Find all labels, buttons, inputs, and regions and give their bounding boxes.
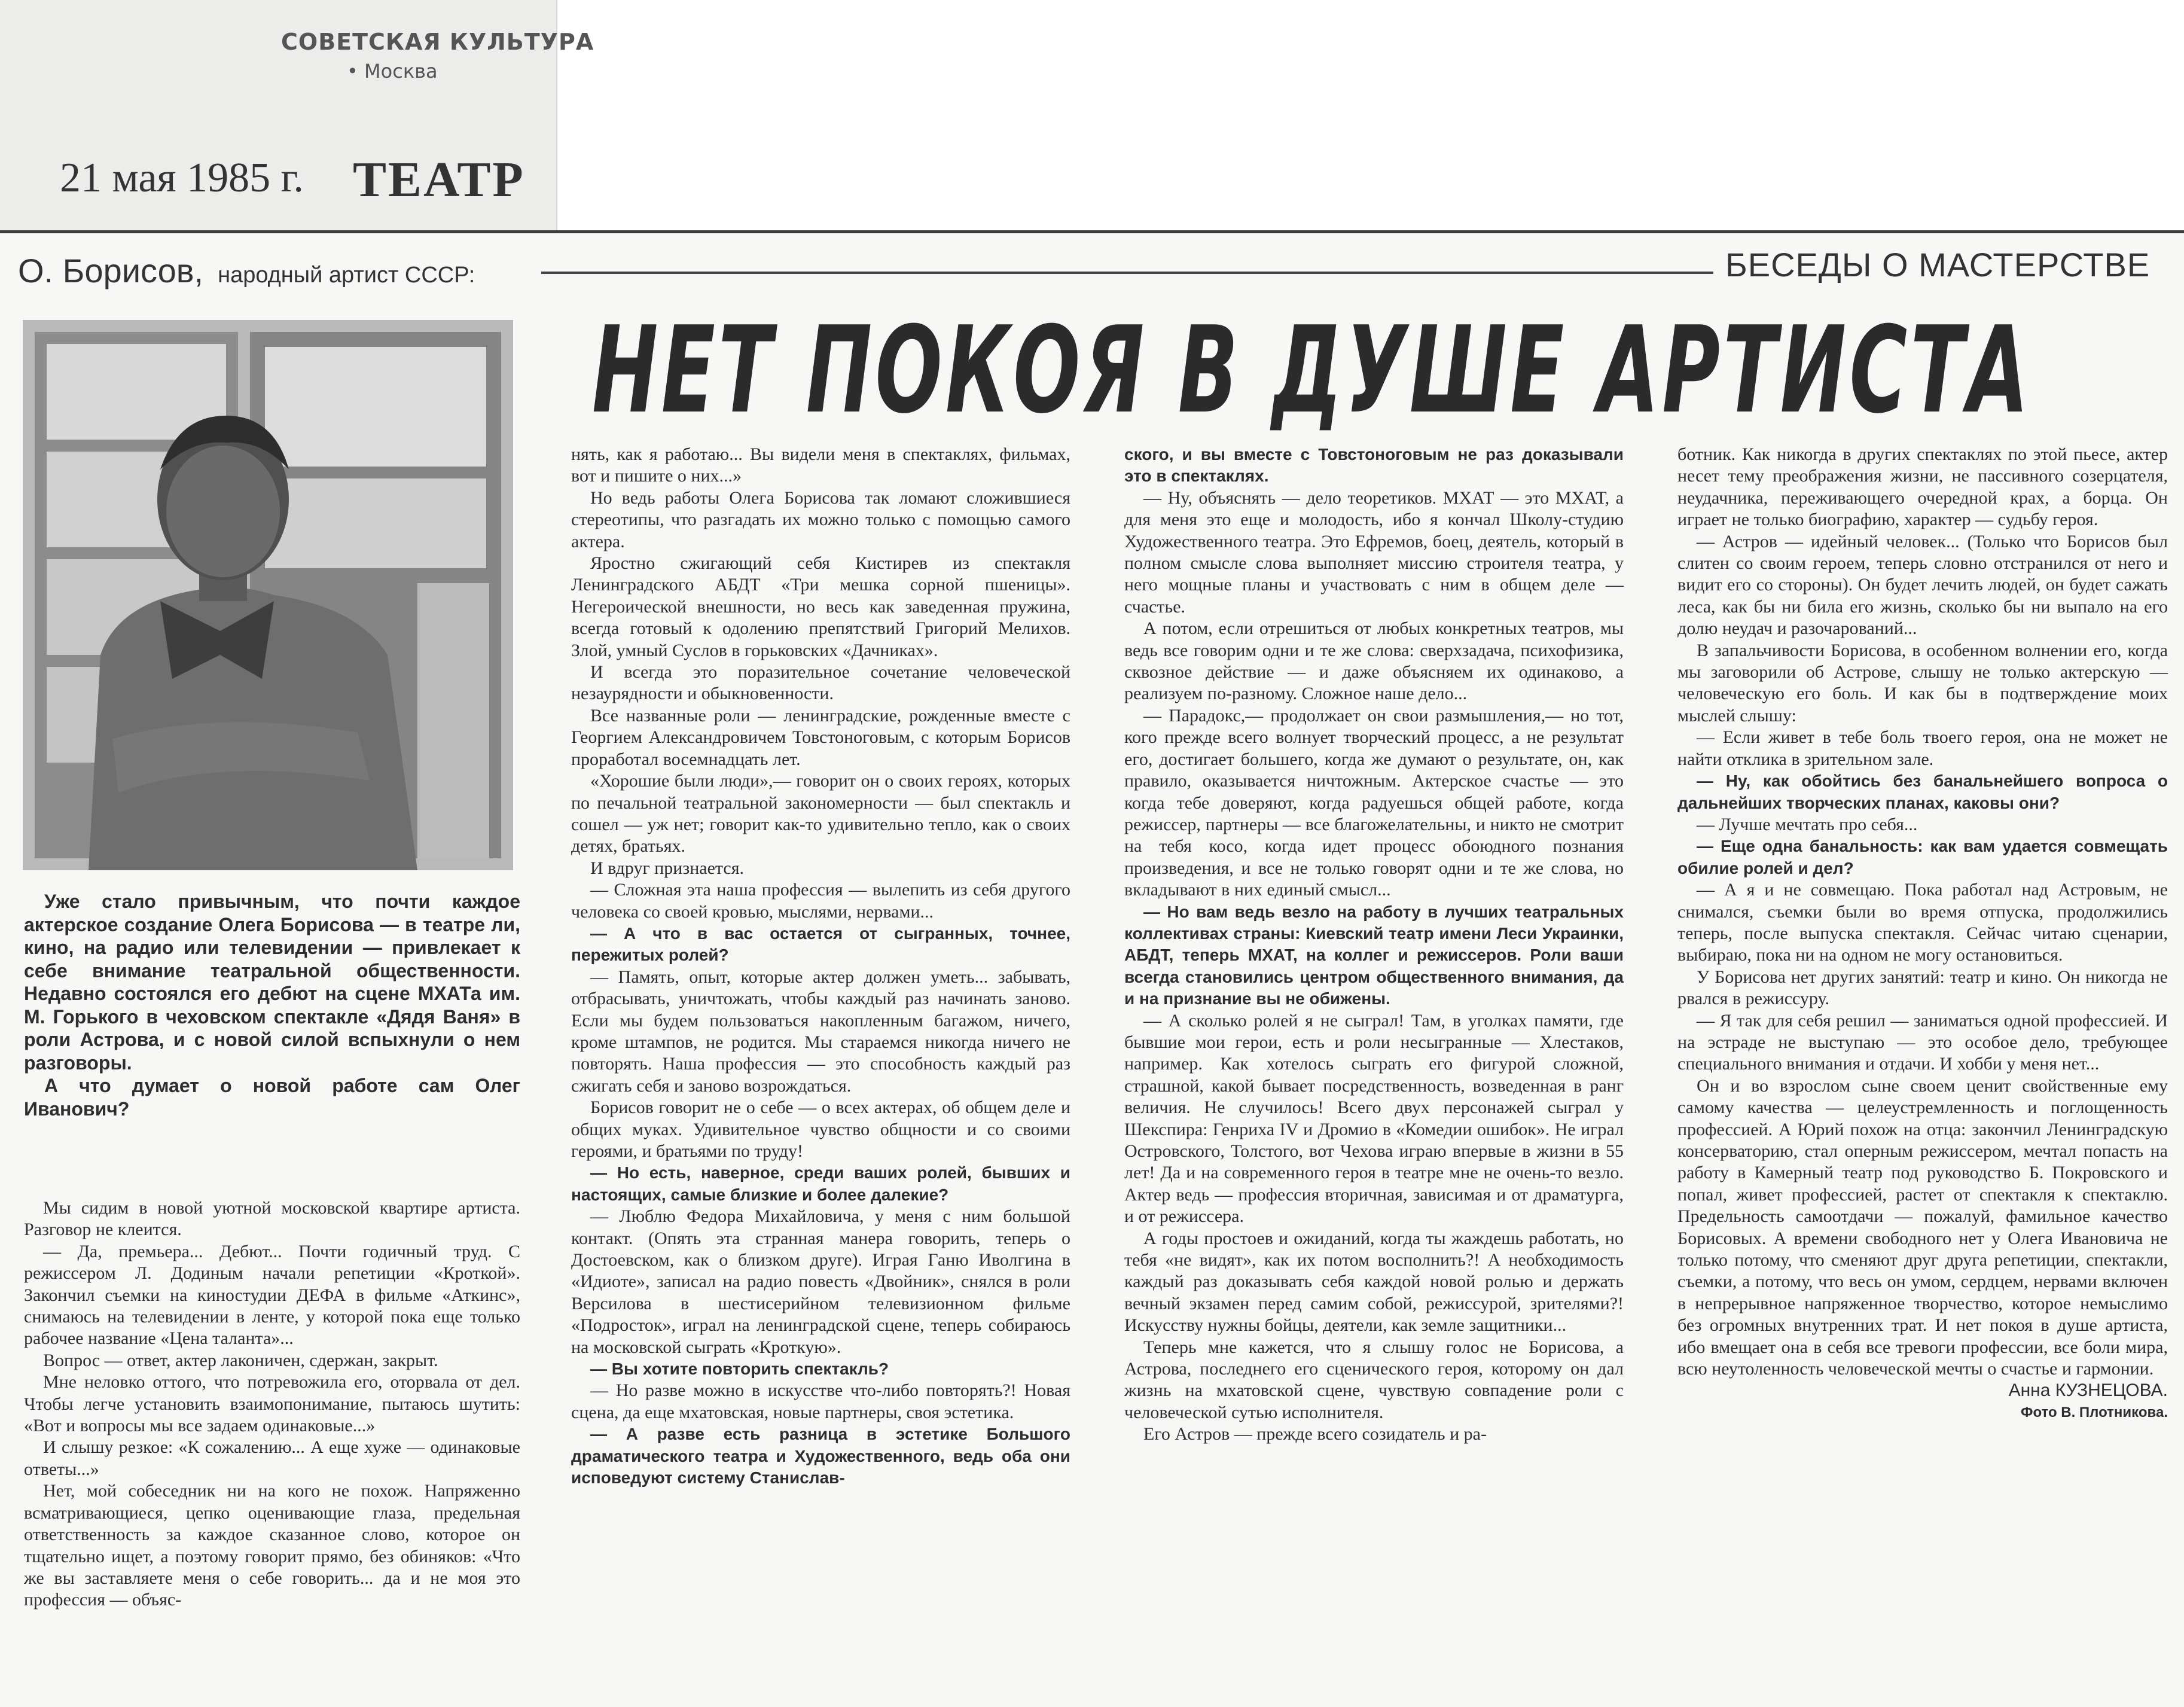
interview-question: — Еще одна банальность: как вам удается совмещать обилие ролей и дел? (1677, 837, 2168, 877)
paragraph: — Астров — идейный человек... (Только что Борисов был слитен со своим героем, теперь словно отстранился от него и видит его со стороны). Он будет лечить людей, он будет сажать леса, как бы ни била его жизнь, сколько бы ни выпало на его долю неудач и разочарований... (1677, 531, 2168, 639)
paragraph: Он и во взрослом сыне своем ценит свойственные ему самому качества — целеустремленность и поглощенность профессией. А Юрий похож на отца: закончил Ленинградскую консерваторию, стал оперным режиссером, мечтал попасть на работу в Камерный театр под руководство Б. Покровского и попал, живет профессией, растет от спектакля к спектаклю. Предельность самоотдачи — пожалуй, фамильное качество Борисовых. А времени свободного нет у Олега Ивановича не только потому, что сменяют друг друга репетиции, спектакли, съемки, а потому, что весь он умом, сердцем, нервами включен в непрерывное напряженное творчество, которое немыслимо без огромных внутренних трат. И нет покоя в душе артиста, ибо вмещает она в себя все тревоги профессии, все боли мира, всю неутоленность человеческой мечты о счастье и гармонии. (1677, 1075, 2168, 1379)
interview-question: — Но есть, наверное, среди ваших ролей, бывших и настоящих, самые близкие и более далекие? (571, 1163, 1070, 1204)
interview-question: — Ну, как обойтись без банальнейшего вопроса о дальнейших творческих планах, каковы они? (1677, 772, 2168, 812)
newspaper-stamp: СОВЕТСКАЯ КУЛЬТУРА (281, 29, 594, 55)
stamp-city: • Москва (347, 60, 438, 83)
paragraph: нять, как я работаю... Вы видели меня в спектаклях, фильмах, вот и пишите о них...» (571, 444, 1070, 486)
text-column-4 (1677, 444, 2168, 1423)
text-column-3 (1124, 444, 1624, 1446)
paragraph: ботник. Как никогда в других спектаклях по этой пьесе, актер несет тему преображения жизни, не пассивного созерцателя, неудачника, переживающего очередной крах, а борца. Он играет не только биографию, характер — судьбу героя. (1677, 444, 2168, 530)
paragraph: — Лучше мечтать про себя... (1697, 814, 1918, 834)
paragraph: И вдруг признается. (590, 858, 744, 878)
paragraph: Яростно сжигающий себя Кистирев из спектакля Ленинградского АБДТ «Три мешка сорной пшеницы». Негероической внешности, но весь как заведенная пружина, всегда готовый к одолению препятствий Григорий Мелихов. Злой, умный Суслов в горьковских «Дачниках». (571, 553, 1070, 660)
column-rubric: БЕСЕДЫ О МАСТЕРСТВЕ (1725, 246, 2151, 284)
publication-date: 21 мая 1985 г. (60, 155, 304, 201)
headline: НЕТ ПОКОЯ В ДУШЕ АРТИСТА (592, 301, 2032, 440)
paragraph: Нет, мой собеседник ни на кого не похож. Напряженно всматривающиеся, цепко оценивающие глаза, предельная ответственность за каждое сказанное слово, которое он тщательно ищет, а поэтому говорит прямо, без обиняков: «Что же вы заставляете меня о себе говорить... да и не моя это профессия — объяс- (24, 1481, 520, 1610)
paragraph: Вопрос — ответ, актер лаконичен, сдержан, закрыт. (43, 1350, 438, 1370)
author-name: О. Борисов, (18, 252, 204, 289)
portrait-photo (23, 320, 513, 870)
portrait-illustration (23, 320, 513, 870)
paragraph: А потом, если отрешиться от любых конкретных театров, мы ведь все говорим одни и те же слова: сверхзадача, психофизика, сквозное действие — и даже объясняем их одинаково, а реализуем по-разному. Сложное наше дело... (1124, 618, 1624, 704)
paragraph: В запальчивости Борисова, в особенном волнении его, когда мы заговорили об Астрове, слышу не только актерскую — человеческую его боль. И как бы в подтверждение моих мыслей слышу: (1677, 640, 2168, 726)
paragraph: — А сколько ролей я не сыграл! Там, в уголках памяти, где бывшие мои герои, есть и роли несыгранные — Хлестаков, например. Как хотелось сыграть его фигурой сложной, страшной, какой бывает посредственность, возведенная в ранг величия. Не случилось! Всего двух персонажей сыграл у Шекспира: Генриха IV и Дромио в «Комедии ошибок». Не играл Островского, Толстого, вот Чехова играю впервые в жизни в 55 лет! Да и на современного героя в театре мне не очень-то везло. Актер ведь — профессия вторичная, зависимая и от драматурга, и от режиссера. (1124, 1010, 1624, 1227)
photo-credit: Фото В. Плотникова. (2020, 1404, 2168, 1421)
interview-question: — А разве есть разница в эстетике Большого драматического театра и Художественного, ведь оба они исповедуют систему Станислав- (571, 1425, 1070, 1487)
paragraph: Мы сидим в новой уютной московской квартире артиста. Разговор не клеится. (24, 1198, 520, 1240)
header-rule (541, 272, 1713, 274)
paragraph: — Я так для себя решил — заниматься одной профессией. И на эстраде не выступаю — это особое дело, требующее специального внимания и отдачи. И хобби у меня нет... (1677, 1010, 2168, 1074)
paragraph: Все названные роли — ленинградские, рожденные вместе с Георгием Александровичем Товстоноговым, с которым Борисов проработал восемнадцать лет. (571, 705, 1070, 769)
text-column-2 (571, 444, 1070, 1489)
paragraph: Борисов говорит не о себе — о всех актерах, об общем деле и общих муках. Удивительное чувство общности и со своими героями, и братьями по труду! (571, 1098, 1070, 1161)
author-title: народный артист СССР: (218, 263, 475, 288)
paragraph: Но ведь работы Олега Борисова так ломают сложившиеся стереотипы, что разгадать их можно только с помощью самого актера. (571, 487, 1070, 551)
paragraph: Его Астров — прежде всего созидатель и ра- (1143, 1424, 1487, 1444)
paragraph: И слышу резкое: «К сожалению... А еще хуже — одинаковые ответы...» (24, 1437, 520, 1479)
paragraph: У Борисова нет других занятий: театр и кино. Он никогда не рвался в режиссуру. (1677, 967, 2168, 1009)
interview-question: — Вы хотите повторить спектакль? (590, 1359, 889, 1379)
author-signature: Анна КУЗНЕЦОВА. (2008, 1380, 2168, 1401)
paragraph: — Да, премьера... Дебют... Почти годичный труд. С режиссером Л. Додиным начали репетиции «Кроткой». Закончил съемки на киностудии ДЕФА в фильме «Аткинс», снимаюсь на телевидении в ленте, у которой пока еще только рабочее название «Цена таланта»... (24, 1241, 520, 1349)
paragraph: — Если живет в тебе боль твоего героя, она не может не найти отклика в зрительном зале. (1677, 727, 2168, 769)
section-rubric-fragment: ТЕАТР (353, 152, 525, 208)
lead-paragraph: Уже стало привычным, что почти каждое актерское создание Олега Борисова — в театре ли, кино, на радио или телевидении — привлекает к себе внимание театральной общественности. Недавно состоялся его дебют на сцене МХАТа им. М. Горького в чеховском спектакле «Дядя Ваня» в роли Астрова, и с новой силой вспыхнули о нем разговоры. (24, 891, 520, 1074)
paragraph: — Люблю Федора Михайловича, у меня с ним большой контакт. (Опять эта странная манера говорить, теперь о Достоевском, как о близком друге). Играя Ганю Иволгина в «Идиоте», записал на радио повесть «Двойник», снялся в роли Версилова в шестисерийном телевизионном фильме «Подросток», играл на ленинградской сцене, теперь собираюсь на московской сыграть «Кроткую». (571, 1206, 1070, 1357)
interview-question: — А что в вас остается от сыгранных, точнее, пережитых ролей? (571, 923, 1070, 965)
paragraph: Мне неловко оттого, что потревожила его, оторвала от дел. Чтобы легче установить взаимопонимание, пытаюсь шутить: «Вот и вопросы мы все задаем одинаковые...» (24, 1372, 520, 1436)
paragraph: — Но разве можно в искусстве что-либо повторять?! Новая сцена, да еще мхатовская, новые партнеры, своя эстетика. (571, 1380, 1070, 1422)
paragraph: А годы простоев и ожиданий, когда ты жаждешь работать, но тебя «не видят», как их потом восполнить?! А необходимость каждый раз доказывать себя каждой новой ролью и держать вечный экзамен перед самим собой, режиссурой, зрителями?! Искусству нужны бойцы, деятели, как земле защитники... (1124, 1228, 1624, 1336)
interview-question: — Но вам ведь везло на работу в лучших театральных коллективах страны: Киевский театр имени Леси Украинки, АБДТ, теперь МХАТ, на коллег и режиссеров. Роли ваши всегда становились центром общественного внимания, да и на признание вы не обижены. (1124, 902, 1624, 1008)
paragraph: — А я и не совмещаю. Пока работал над Астровым, не снимался, съемки были во время отпуска, продолжились теперь, после выпуска спектакля. Сейчас читаю сценарии, выбираю, пока ни на одном не могу остановиться. (1677, 880, 2168, 965)
paragraph: — Память, опыт, которые актер должен уметь... забывать, отбрасывать, уничтожать, чтобы каждый раз начинать заново. Если мы будем пользоваться накопленным багажом, ничего, кроме штампов, не родится. Мы стараемся никогда ничего не повторять. Наша профессия — это способность каждый раз сжигать себя и заново возрождаться. (571, 967, 1070, 1096)
paragraph: «Хорошие были люди»,— говорит он о своих героях, которых по печальной театральной закономерности — был спектакль и сошел — уж нет; говорит как-то удивительно тепло, как о своих детях, братьях. (571, 771, 1070, 856)
paragraph: Теперь мне кажется, что я слышу голос не Борисова, а Астрова, последнего его сценического героя, которому он дал жизнь на мхатовской сцене, чувствую совпадение роли с человеческой сутью исполнителя. (1124, 1337, 1624, 1422)
article-lead (24, 890, 520, 1120)
paragraph: — Ну, объяснять — дело теоретиков. МХАТ — это МХАТ, а для меня это еще и молодость, ибо я кончал Школу-студию Художественного театра. Это Ефремов, боец, деятель, который в полном смысле слова выполняет миссию строителя театра, у него мощные планы и участвовать с ним в общем деле — счастье. (1124, 487, 1624, 617)
paragraph: — Парадокс,— продолжает он свои размышления,— но тот, кого прежде всего волнует творческий процесс, а не результат его, достигает большего, когда же думают о результате, он, как правило, оказывается ничтожным. Актерское счастье — это когда тебе доверяют, когда радуешься общей работе, когда режиссер, партнеры — все благожелательны, и никто не смотрит на тебя косо, когда идет процесс обоюдного познания произведения, и все не только говорят одни и те же слова, но вкладывают в них единый смысл... (1124, 705, 1624, 900)
lead-question: А что думает о новой работе сам Олег Иванович? (24, 1075, 520, 1120)
paragraph: — Сложная эта наша профессия — вылепить из себя другого человека со своей кровью, мыслями, нервами... (571, 880, 1070, 922)
paragraph: И всегда это поразительное сочетание человеческой незаурядности и обыкновенности. (571, 662, 1070, 704)
text-column-1 (24, 1197, 520, 1611)
byline (18, 251, 475, 290)
interview-question: ского, и вы вместе с Товстоноговым не раз доказывали это в спектаклях. (1124, 445, 1624, 486)
